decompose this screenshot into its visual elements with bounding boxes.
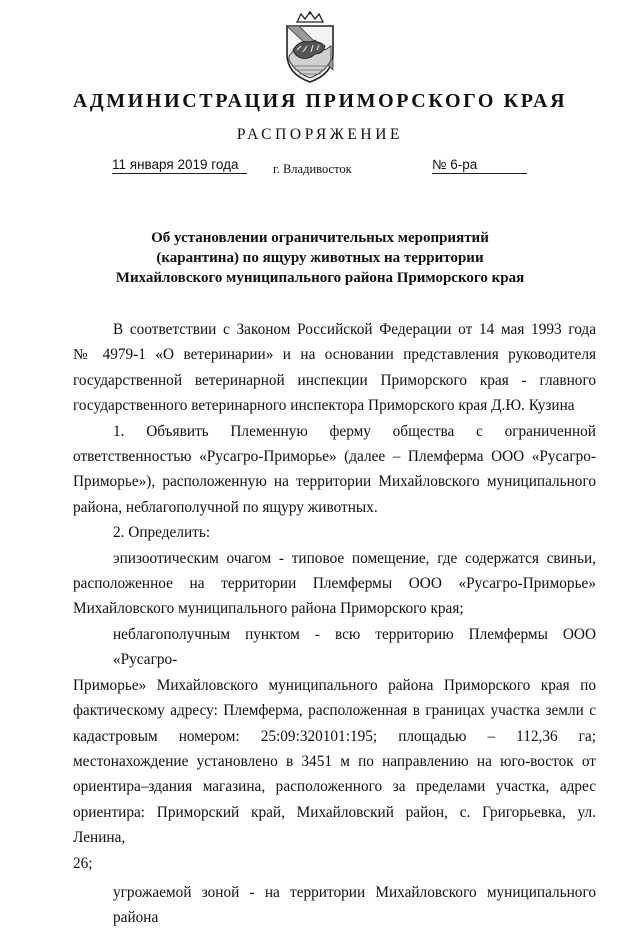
body-line: 2. Определить:	[113, 524, 211, 542]
document-title	[90, 228, 550, 288]
document-city: г. Владивосток	[273, 162, 352, 176]
body-line: № 4979-1 «О ветеринарии» и на основании представления руководителя	[73, 346, 596, 364]
body-line: ориентира: Приморский край, Михайловский район, с. Григорьевка, ул. Ленина,	[73, 803, 596, 847]
document-body	[73, 317, 596, 931]
body-line: расположенное на территории Племфермы ООО «Русагро-Приморье»	[73, 575, 596, 593]
body-line: государственной ветеринарной инспекции Приморского края - главного	[73, 371, 596, 389]
body-line: местонахождение установлено в 3451 м по направлению на юго-восток от	[73, 752, 596, 770]
organization-name: АДМИНИСТРАЦИЯ ПРИМОРСКОГО КРАЯ	[72, 90, 568, 112]
body-line: неблагополучным пунктом - всю территорию Племфермы ООО «Русагро-	[113, 625, 596, 669]
body-line: государственного ветеринарного инспектора Приморского края Д.Ю. Кузина	[73, 397, 575, 415]
body-line: кадастровым номером: 25:09:320101:195; площадью – 112,36 га;	[73, 727, 596, 745]
title-line: Об установлении ограничительных мероприятий	[151, 230, 489, 246]
body-line: В соответствии с Законом Российской Федерации от 14 мая 1993 года	[113, 321, 596, 338]
body-line: фактическому адресу: Племферма, расположенная в границах участка земли с	[73, 702, 596, 720]
body-line: района, неблагополучной по ящуру животных.	[73, 498, 378, 516]
body-line: ответственностью «Русагро-Приморье» (далее – Племферма ООО «Русагро-	[73, 448, 596, 466]
body-line: 26;	[73, 854, 93, 872]
body-line: 1. Объявить Племенную ферму общества с ограниченной	[113, 422, 596, 440]
body-line: Приморье»), расположенную на территории Михайловского муниципального	[73, 473, 596, 491]
body-line: эпизоотическим очагом - типовое помещение, где содержатся свиньи,	[113, 549, 596, 567]
coat-of-arms-emblem	[279, 10, 341, 84]
title-line: Михайловского муниципального района Приморского края	[115, 270, 525, 286]
body-line: Приморье» Михайловского муниципального района Приморского края по	[73, 676, 596, 694]
body-line: Михайловского муниципального района Приморского края;	[73, 600, 464, 618]
body-line: угрожаемой зоной - на территории Михайловского муниципального района	[113, 883, 596, 927]
document-number: № 6-ра	[432, 157, 527, 174]
document-type: РАСПОРЯЖЕНИЕ	[236, 126, 404, 143]
title-line: (карантина) по ящуру животных на территории	[156, 250, 484, 266]
document-date: 11 января 2019 года	[112, 157, 247, 174]
body-line: ориентира–здания магазина, расположенного за пределами участка, адрес	[73, 778, 596, 796]
